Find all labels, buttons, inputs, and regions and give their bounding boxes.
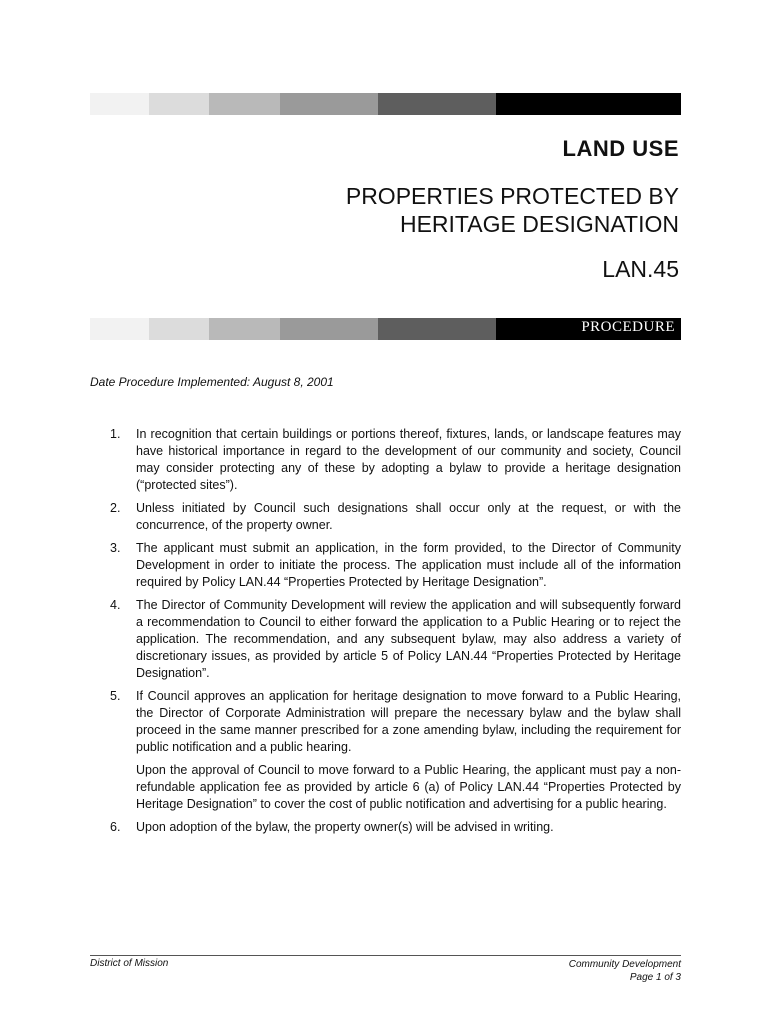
procedure-step bbox=[110, 540, 681, 591]
step-paragraph: Upon the approval of Council to move forward to a Public Hearing, the applicant must pay a non-refundable application fee as provided by article 6 (a) of Policy LAN.44 “Properties Protected by Heritage Designation” to cover the cost of public notification and advertising for a public hearing. bbox=[136, 763, 681, 811]
step-number: 1. bbox=[110, 427, 121, 441]
step-number: 2. bbox=[110, 501, 121, 515]
procedure-step bbox=[110, 500, 681, 534]
step-body bbox=[136, 597, 681, 682]
procedure-label: PROCEDURE bbox=[581, 319, 675, 335]
step-paragraph: Upon adoption of the bylaw, the property owner(s) will be advised in writing. bbox=[136, 820, 554, 834]
step-paragraph: The Director of Community Development will review the application and will subsequently forward a recommendation to Council to either forward the application to a Public Hearing or to reject the application. The recommendation, and any subsequent bylaw, may also address a variety of discretionary issues, as provided by article 5 of Policy LAN.44 “Properties Protected by Heritage Designation”. bbox=[136, 598, 681, 680]
step-number: 3. bbox=[110, 541, 121, 555]
date-implemented: Date Procedure Implemented: August 8, 2001 bbox=[90, 375, 334, 389]
procedure-step bbox=[110, 688, 681, 813]
step-paragraph: In recognition that certain buildings or portions thereof, fixtures, lands, or landscape features may have historical importance in regard to the development of our community and society, Council may consider protecting any of these by adopting a bylaw to provide a heritage designation (“protected sites”). bbox=[136, 427, 681, 492]
title-line: HERITAGE DESIGNATION bbox=[399, 211, 679, 237]
step-body bbox=[136, 500, 681, 534]
footer-page-number: Page 1 of 3 bbox=[629, 972, 681, 983]
step-number: 6. bbox=[110, 820, 121, 834]
title-line: PROPERTIES PROTECTED BY bbox=[345, 183, 679, 209]
procedure-step bbox=[110, 597, 681, 682]
step-paragraph: Unless initiated by Council such designations shall occur only at the request, or with the concurrence, of the property owner. bbox=[136, 501, 681, 532]
procedure-steps bbox=[110, 426, 681, 842]
step-body bbox=[136, 688, 681, 813]
step-number: 5. bbox=[110, 689, 121, 703]
step-number: 4. bbox=[110, 598, 121, 612]
document-code: LAN.45 bbox=[602, 256, 679, 282]
header-gradient-band bbox=[90, 93, 681, 115]
footer-page-info bbox=[569, 958, 681, 984]
footer-divider bbox=[90, 955, 681, 956]
step-body bbox=[136, 426, 681, 494]
procedure-band bbox=[90, 318, 681, 340]
document-category: LAND USE bbox=[562, 136, 679, 161]
footer-organization: District of Mission bbox=[90, 958, 169, 969]
document-title bbox=[346, 182, 679, 238]
step-body bbox=[136, 819, 681, 836]
procedure-step bbox=[110, 819, 681, 836]
procedure-step bbox=[110, 426, 681, 494]
step-body bbox=[136, 540, 681, 591]
step-paragraph: The applicant must submit an application, in the form provided, to the Director of Community Development in order to initiate the process. The application must include all of the information required by Policy LAN.44 “Properties Protected by Heritage Designation”. bbox=[136, 541, 681, 589]
step-paragraph: If Council approves an application for heritage designation to move forward to a Public Hearing, the Director of Corporate Administration will prepare the necessary bylaw and the bylaw shall proceed in the same manner prescribed for a zone amending bylaw, including the requirement for public notification and a public hearing. bbox=[136, 689, 681, 754]
footer-department: Community Development bbox=[568, 959, 681, 970]
